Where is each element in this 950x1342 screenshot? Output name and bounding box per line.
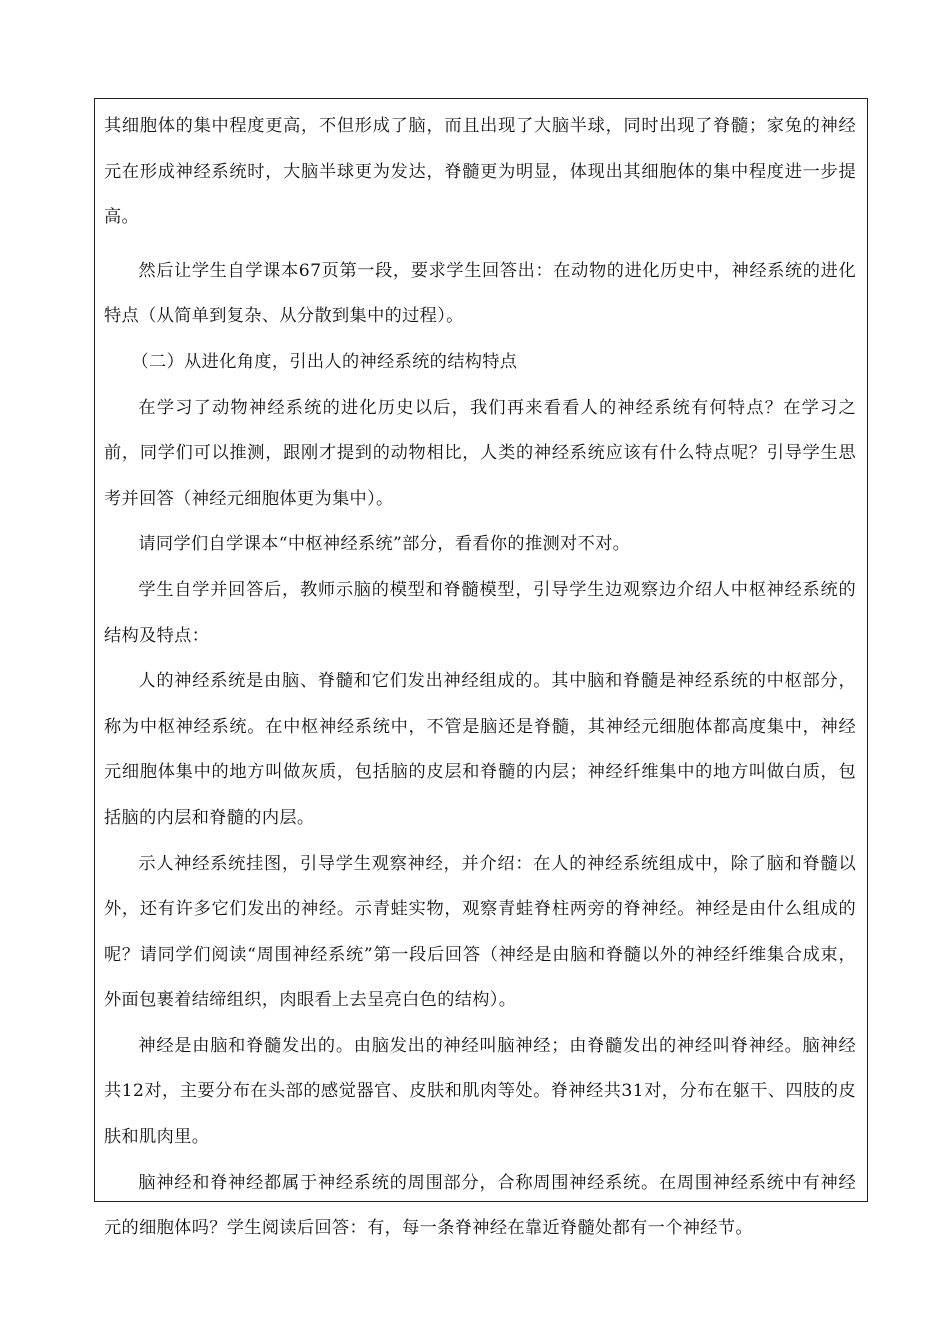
- paragraph-0: 其细胞体的集中程度更高，不但形成了脑，而且出现了大脑半球，同时出现了脊髓；家兔的神经元在形成神经系统时，大脑半球更为发达，脊髓更为明显，体现出其细胞体的集中程度进一步提高。: [104, 116, 856, 228]
- document-body: [104, 104, 856, 1252]
- paragraph-7: 示人神经系统挂图，引导学生观察神经，并介绍：在人的神经系统组成中，除了脑和脊髓以外，还有许多它们发出的神经。示青蛙实物，观察青蛙脊柱两旁的脊神经。神经是由什么组成的呢？请同学们阅读“周围神经系统”第一段后回答（神经是由脑和脊髓以外的神经纤维集合成束，外面包裹着结缔组织，肉眼看上去呈亮白色的结构）。: [104, 853, 856, 1011]
- paragraph-5: 学生自学并回答后，教师示脑的模型和脊髓模型，引导学生边观察边介绍人中枢神经系统的结构及特点：: [104, 579, 856, 646]
- paragraph-6: 人的神经系统是由脑、脊髓和它们发出神经组成的。其中脑和脊髓是神经系统的中枢部分，称为中枢神经系统。在中枢神经系统中，不管是脑还是脊髓，其神经元细胞体都高度集中，神经元细胞体集中的地方叫做灰质，包括脑的皮层和脊髓的内层；神经纤维集中的地方叫做白质，包括脑的内层和脊髓的内层。: [104, 671, 856, 828]
- paragraph-4: 请同学们自学课本“中枢神经系统”部分，看看你的推测对不对。: [138, 534, 631, 555]
- section-heading: （二）从进化角度，引出人的神经系统的结构特点: [131, 351, 518, 372]
- paragraph-9: 脑神经和脊神经都属于神经系统的周围部分，合称周围神经系统。在周围神经系统中有神经元的细胞体吗？学生阅读后回答：有，每一条脊神经在靠近脊髓处都有一个神经节。: [104, 1172, 856, 1239]
- paragraph-1: 然后让学生自学课本67页第一段，要求学生回答出：在动物的进化历史中，神经系统的进化特点（从简单到复杂、从分散到集中的过程）。: [104, 260, 856, 327]
- paragraph-3: 在学习了动物神经系统的进化历史以后，我们再来看看人的神经系统有何特点？在学习之前，同学们可以推测，跟刚才提到的动物相比，人类的神经系统应该有什么特点呢？引导学生思考并回答（神经元细胞体更为集中）。: [104, 397, 856, 509]
- paragraph-8: 神经是由脑和脊髓发出的。由脑发出的神经叫脑神经；由脊髓发出的神经叫脊神经。脑神经共12对，主要分布在头部的感觉器官、皮肤和肌肉等处。脊神经共31对，分布在躯干、四肢的皮肤和肌肉里。: [104, 1035, 856, 1148]
